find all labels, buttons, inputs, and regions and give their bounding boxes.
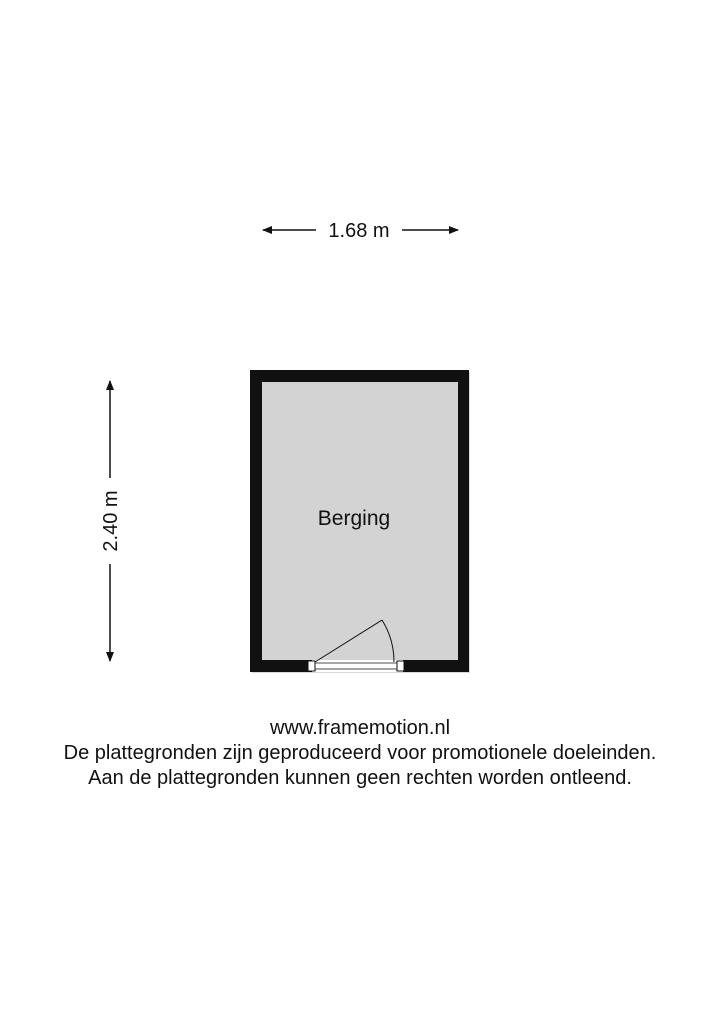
width-dimension xyxy=(263,220,458,242)
height-dimension xyxy=(100,381,122,661)
door-opening xyxy=(312,660,403,672)
disclaimer-line-2: Aan de plattegronden kunnen geen rechten worden ontleend. xyxy=(88,767,632,789)
website-link[interactable]: www.framemotion.nl xyxy=(269,717,451,739)
disclaimer-line-1: De plattegronden zijn geproduceerd voor promotionele doeleinden. xyxy=(63,742,657,764)
door-jamb-left xyxy=(308,661,315,671)
footer xyxy=(0,716,720,791)
room-berging xyxy=(250,370,470,673)
width-dimension-label: 1.68 m xyxy=(328,220,390,242)
room-label: Berging xyxy=(317,507,391,530)
height-dimension-label: 2.40 m xyxy=(100,490,122,552)
door-jamb-right xyxy=(397,661,404,671)
